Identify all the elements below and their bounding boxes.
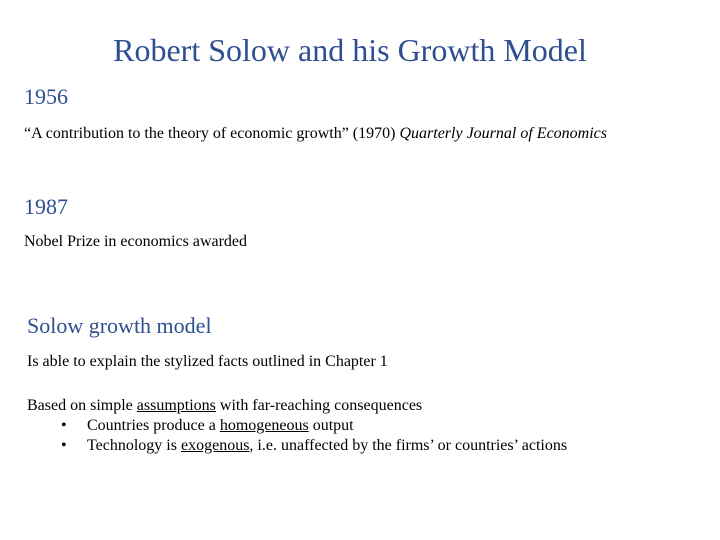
bullet-icon: • [61, 437, 67, 454]
citation-journal: Quarterly Journal of Economics [399, 125, 607, 142]
year-1956: 1956 [24, 84, 68, 109]
model-explanation: Is able to explain the stylized facts outlined in Chapter 1 [27, 353, 388, 370]
assumptions-line [27, 396, 667, 416]
assumptions-underlined: assumptions [136, 397, 216, 414]
publication-citation [24, 124, 664, 144]
bullet1-post: output [308, 417, 354, 434]
slide-title: Robert Solow and his Growth Model [113, 32, 587, 68]
nobel-prize-text: Nobel Prize in economics awarded [24, 233, 248, 250]
model-heading: Solow growth model [27, 313, 212, 338]
bullet2-pre: Technology is [87, 437, 181, 454]
list-item [27, 436, 667, 456]
list-item [27, 416, 667, 436]
assumptions-post: with far-reaching consequences [215, 397, 423, 414]
year-1987: 1987 [24, 194, 68, 219]
assumptions-pre: Based on simple [27, 397, 137, 414]
bullet2-post: , i.e. unaffected by the firms’ or countries’ actions [249, 437, 568, 454]
citation-quote: “A contribution to the theory of economic growth” (1970) [24, 125, 396, 142]
bullet-icon: • [61, 417, 67, 434]
model-assumptions [27, 396, 667, 456]
bullet1-pre: Countries produce a [87, 417, 220, 434]
assumptions-list [27, 416, 667, 456]
bullet2-underlined: exogenous [180, 437, 250, 454]
bullet1-underlined: homogeneous [219, 417, 309, 434]
